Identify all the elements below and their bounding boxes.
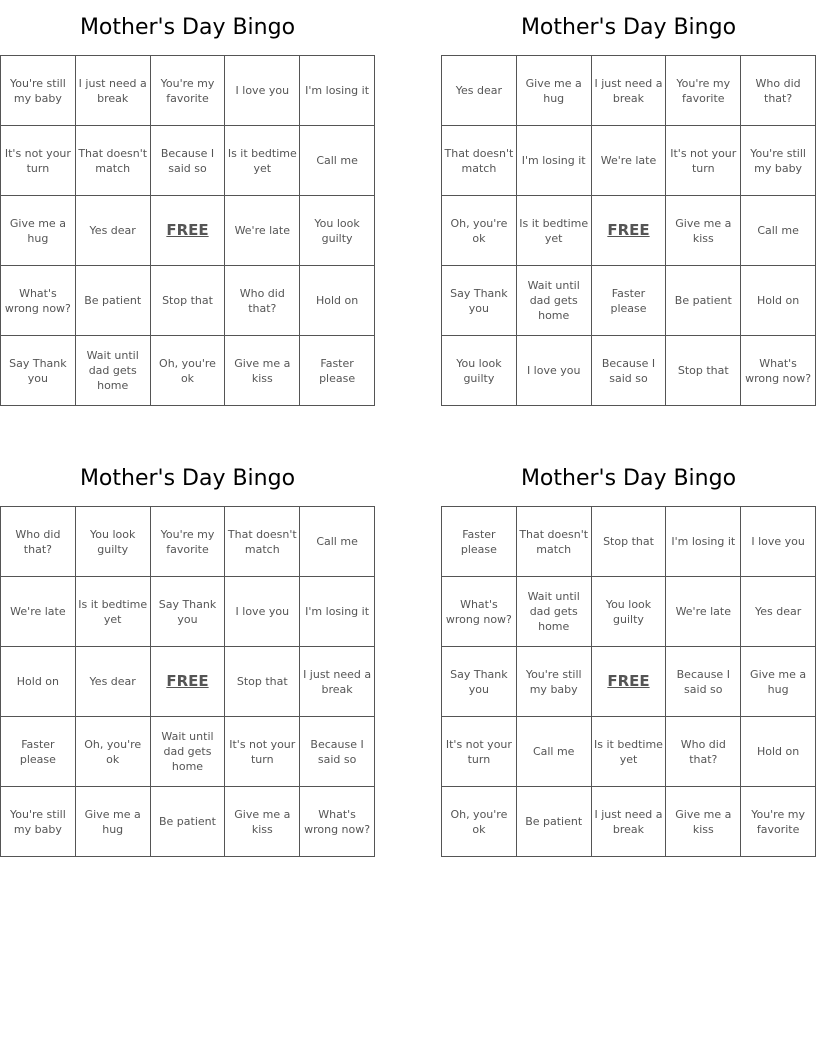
grid-row: [442, 266, 816, 336]
bingo-cell: Is it bedtime yet: [591, 717, 666, 787]
bingo-cell: Faster please: [1, 717, 76, 787]
bingo-cell: Oh, you're ok: [442, 196, 517, 266]
bingo-cell: You're my favorite: [150, 507, 225, 577]
bingo-cell: Faster please: [300, 336, 375, 406]
bingo-cell: You're still my baby: [741, 126, 816, 196]
grid-row: [1, 266, 375, 336]
bingo-cell: I love you: [741, 507, 816, 577]
bingo-cell: You're my favorite: [150, 56, 225, 126]
bingo-cell: You're my favorite: [741, 787, 816, 857]
bingo-cell: Give me a hug: [1, 196, 76, 266]
bingo-cell: I love you: [225, 577, 300, 647]
free-space-cell: FREE: [150, 647, 225, 717]
grid-row: [1, 126, 375, 196]
bingo-cell: You're still my baby: [1, 56, 76, 126]
bingo-cell: That doesn't match: [75, 126, 150, 196]
bingo-cell: Give me a kiss: [666, 787, 741, 857]
bingo-cell: Oh, you're ok: [75, 717, 150, 787]
bingo-card-1: [0, 0, 375, 406]
bingo-cell: Stop that: [150, 266, 225, 336]
bingo-cell: Say Thank you: [150, 577, 225, 647]
bingo-cell: You look guilty: [300, 196, 375, 266]
grid-row: [442, 507, 816, 577]
bingo-grid: [441, 506, 816, 857]
bingo-cell: It's not your turn: [666, 126, 741, 196]
bingo-cell: Is it bedtime yet: [516, 196, 591, 266]
free-space-cell: FREE: [150, 196, 225, 266]
bingo-cell: Stop that: [666, 336, 741, 406]
grid-row: [442, 56, 816, 126]
free-space-cell: FREE: [591, 196, 666, 266]
bingo-cell: Faster please: [442, 507, 517, 577]
bingo-cell: Give me a kiss: [225, 336, 300, 406]
bingo-card-2: [441, 0, 816, 406]
grid-row: [1, 647, 375, 717]
bingo-cell: Call me: [741, 196, 816, 266]
free-space-cell: FREE: [591, 647, 666, 717]
bingo-cell: Call me: [300, 507, 375, 577]
bingo-cell: It's not your turn: [442, 717, 517, 787]
bingo-cell: Hold on: [741, 266, 816, 336]
bingo-cell: Yes dear: [75, 196, 150, 266]
bingo-cell: It's not your turn: [1, 126, 76, 196]
grid-row: [442, 196, 816, 266]
bingo-cell: Give me a hug: [75, 787, 150, 857]
bingo-cell: We're late: [591, 126, 666, 196]
bingo-grid: [0, 506, 375, 857]
bingo-cell: What's wrong now?: [300, 787, 375, 857]
bingo-cell: I love you: [516, 336, 591, 406]
grid-row: [1, 56, 375, 126]
bingo-cell: You look guilty: [75, 507, 150, 577]
bingo-cell: Because I said so: [150, 126, 225, 196]
grid-row: [442, 577, 816, 647]
bingo-cell: Wait until dad gets home: [150, 717, 225, 787]
bingo-cell: Yes dear: [741, 577, 816, 647]
bingo-cell: Oh, you're ok: [150, 336, 225, 406]
bingo-cell: Because I said so: [300, 717, 375, 787]
bingo-cell: Call me: [300, 126, 375, 196]
bingo-cell: Call me: [516, 717, 591, 787]
bingo-cell: Because I said so: [591, 336, 666, 406]
bingo-cell: It's not your turn: [225, 717, 300, 787]
bingo-cell: What's wrong now?: [442, 577, 517, 647]
bingo-cell: That doesn't match: [516, 507, 591, 577]
bingo-cell: Oh, you're ok: [442, 787, 517, 857]
bingo-cell: Yes dear: [75, 647, 150, 717]
bingo-cell: I just need a break: [300, 647, 375, 717]
bingo-cell: Be patient: [75, 266, 150, 336]
bingo-cell: You're still my baby: [1, 787, 76, 857]
bingo-cell: I'm losing it: [666, 507, 741, 577]
bingo-cell: Who did that?: [1, 507, 76, 577]
bingo-cell: Be patient: [666, 266, 741, 336]
card-title: Mother's Day Bingo: [79, 466, 296, 491]
grid-row: [1, 787, 375, 857]
bingo-cell: Wait until dad gets home: [516, 577, 591, 647]
grid-row: [1, 336, 375, 406]
bingo-cell: Wait until dad gets home: [75, 336, 150, 406]
bingo-card-3: [0, 451, 375, 857]
bingo-cell: Because I said so: [666, 647, 741, 717]
grid-row: [1, 196, 375, 266]
grid-row: [1, 507, 375, 577]
bingo-cell: What's wrong now?: [1, 266, 76, 336]
bingo-cell: Stop that: [591, 507, 666, 577]
bingo-cell: Give me a hug: [741, 647, 816, 717]
bingo-cell: That doesn't match: [225, 507, 300, 577]
bingo-cell: I just need a break: [591, 787, 666, 857]
bingo-cell: Wait until dad gets home: [516, 266, 591, 336]
bingo-cell: Hold on: [741, 717, 816, 787]
bingo-cell: Hold on: [300, 266, 375, 336]
grid-row: [442, 336, 816, 406]
bingo-cell: Yes dear: [442, 56, 517, 126]
bingo-cell: Say Thank you: [442, 266, 517, 336]
bingo-cell: Give me a kiss: [666, 196, 741, 266]
bingo-cell: I'm losing it: [516, 126, 591, 196]
bingo-cell: Who did that?: [225, 266, 300, 336]
bingo-cell: I love you: [225, 56, 300, 126]
bingo-cell: That doesn't match: [442, 126, 517, 196]
bingo-cell: I'm losing it: [300, 577, 375, 647]
bingo-cell: We're late: [1, 577, 76, 647]
bingo-cell: Give me a kiss: [225, 787, 300, 857]
bingo-cell: Who did that?: [666, 717, 741, 787]
card-title: Mother's Day Bingo: [520, 466, 737, 491]
bingo-cell: Stop that: [225, 647, 300, 717]
bingo-cell: Is it bedtime yet: [225, 126, 300, 196]
grid-row: [442, 787, 816, 857]
bingo-cell: I'm losing it: [300, 56, 375, 126]
bingo-cell: You're still my baby: [516, 647, 591, 717]
bingo-cell: We're late: [225, 196, 300, 266]
grid-row: [442, 647, 816, 717]
bingo-cell: Be patient: [150, 787, 225, 857]
bingo-cell: Be patient: [516, 787, 591, 857]
bingo-cell: I just need a break: [75, 56, 150, 126]
bingo-cell: Faster please: [591, 266, 666, 336]
grid-row: [1, 577, 375, 647]
bingo-cell: What's wrong now?: [741, 336, 816, 406]
bingo-cell: I just need a break: [591, 56, 666, 126]
grid-row: [442, 717, 816, 787]
grid-row: [442, 126, 816, 196]
grid-row: [1, 717, 375, 787]
bingo-cell: Who did that?: [741, 56, 816, 126]
bingo-cell: You're my favorite: [666, 56, 741, 126]
bingo-cell: You look guilty: [591, 577, 666, 647]
bingo-cell: Hold on: [1, 647, 76, 717]
bingo-grid: [441, 55, 816, 406]
bingo-cell: Is it bedtime yet: [75, 577, 150, 647]
bingo-card-4: [441, 451, 816, 857]
card-title: Mother's Day Bingo: [520, 15, 737, 40]
bingo-cell: You look guilty: [442, 336, 517, 406]
bingo-cell: We're late: [666, 577, 741, 647]
bingo-grid: [0, 55, 375, 406]
bingo-cell: Give me a hug: [516, 56, 591, 126]
bingo-cell: Say Thank you: [442, 647, 517, 717]
bingo-cell: Say Thank you: [1, 336, 76, 406]
card-title: Mother's Day Bingo: [79, 15, 296, 40]
